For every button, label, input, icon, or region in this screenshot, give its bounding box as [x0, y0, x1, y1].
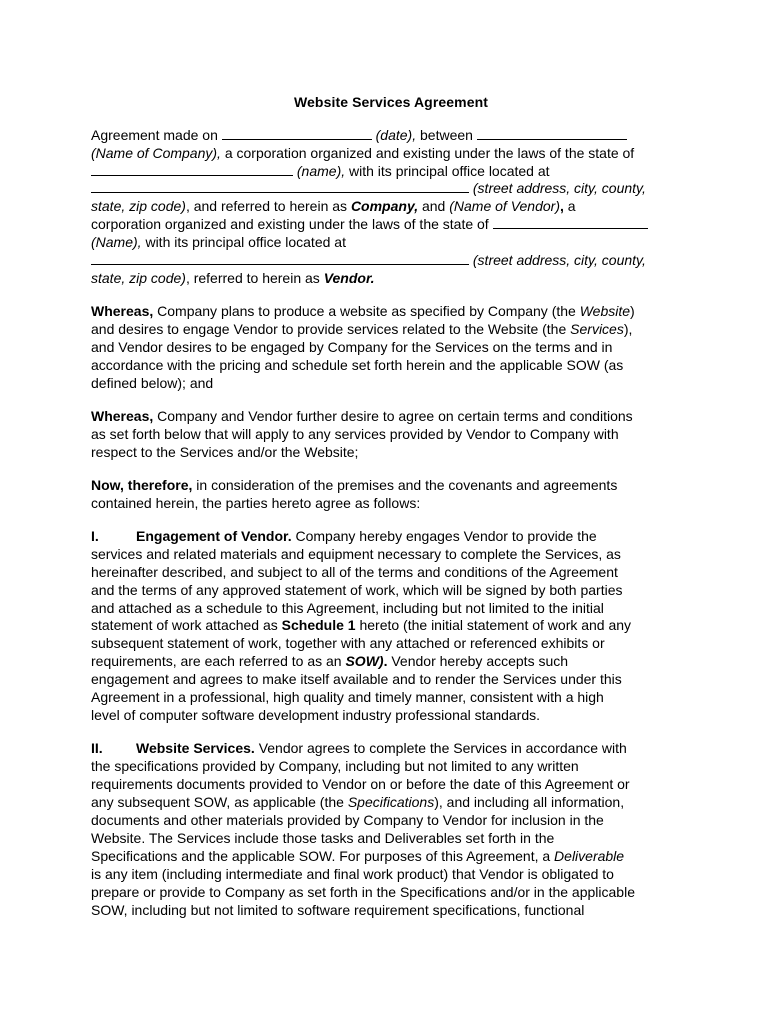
section2-line-5: documents and other materials provided by Company to Vendor for inclusion in the	[91, 812, 604, 828]
whereas1-line-4: accordance with the pricing and schedule set forth herein and the applicable SOW (as	[91, 357, 624, 373]
intro-line-4: (street address, city, county,	[91, 180, 646, 197]
whereas1-line-3: and Vendor desires to be engaged by Company for the Services on the terms and in	[91, 339, 613, 355]
section1-line-9: engagement and agrees to make itself available and to render the Services under this	[91, 671, 622, 687]
section2-line-4: any subsequent SOW, as applicable (the Specifications), and including all information,	[91, 794, 625, 810]
section1-line-3: hereinafter described, and subject to all of the terms and conditions of the Agreement	[91, 564, 618, 580]
section2-heading: Website Services.	[136, 740, 255, 756]
intro-line-9: state, zip code), referred to herein as Vendor.	[91, 270, 375, 286]
section1-line-1: I. Engagement of Vendor. Company hereby engages Vendor to provide the	[91, 528, 597, 544]
whereas2-line-3: respect to the Services and/or the Website;	[91, 444, 359, 460]
section1-heading: Engagement of Vendor.	[136, 528, 292, 544]
section1-line-2: services and related materials and equipment necessary to complete the Services, as	[91, 546, 621, 562]
intro-line-6: corporation organized and existing under the laws of the state of	[91, 216, 648, 233]
therefore-line-2: contained herein, the parties hereto agree as follows:	[91, 495, 421, 511]
date-blank[interactable]	[222, 128, 372, 140]
section1-line-10: Agreement in a professional, high quality and timely manner, consistent with a high	[91, 689, 604, 705]
vendor-address-blank[interactable]	[91, 253, 469, 265]
section2-line-3: requirements documents provided to Vendor on or before the date of this Agreement or	[91, 776, 630, 792]
section2-line-6: Website. The Services include those tasks and Deliverables set forth in the	[91, 830, 555, 846]
therefore-line-1: Now, therefore, in consideration of the premises and the covenants and agreements	[91, 477, 618, 493]
whereas1-line-5: defined below); and	[91, 375, 214, 391]
company-name-blank[interactable]	[477, 128, 627, 140]
document-title: Website Services Agreement	[293, 94, 489, 110]
section2-line-2: the specifications provided by Company, including but not limited to any written	[91, 758, 579, 774]
section1-number: I.	[91, 528, 99, 544]
section1-line-11: level of computer software development industry professional standards.	[91, 707, 541, 723]
intro-line-7: (Name), with its principal office located at	[91, 234, 346, 250]
section1-line-7: subsequent statement of work, together with any attached or referenced exhibits or	[91, 635, 605, 651]
intro-line-3: (name), with its principal office located at	[91, 163, 550, 180]
whereas1-line-2: and desires to engage Vendor to provide services related to the Website (the Services),	[91, 321, 633, 337]
section2-line-1: II. Website Services. Vendor agrees to complete the Services in accordance with	[91, 740, 627, 756]
section2-line-8: is any item (including intermediate and final work product) that Vendor is obligated to	[91, 866, 614, 882]
intro-line-1: Agreement made on (date), between	[91, 127, 627, 144]
section2-number: II.	[91, 740, 103, 756]
section1-line-5: and attached as a schedule to this Agreement, including but not limited to the initial	[91, 600, 604, 616]
whereas1-line-1: Whereas, Company plans to produce a website as specified by Company (the Website)	[91, 303, 635, 319]
intro-line-2: (Name of Company), a corporation organized and existing under the laws of the state of	[91, 145, 635, 161]
company-state-blank[interactable]	[91, 164, 293, 176]
vendor-state-blank[interactable]	[493, 217, 648, 229]
company-address-blank[interactable]	[91, 181, 469, 193]
intro-line-5: state, zip code), and referred to herein as Company, and (Name of Vendor), a	[91, 198, 576, 214]
section2-line-7: Specifications and the applicable SOW. For purposes of this Agreement, a Deliverable	[91, 848, 625, 864]
whereas2-line-1: Whereas, Company and Vendor further desire to agree on certain terms and conditions	[91, 408, 633, 424]
section2-line-9: prepare or provide to Company as set forth in the Specifications and/or in the applicable	[91, 884, 635, 900]
intro-line-8: (street address, city, county,	[91, 252, 646, 269]
section1-line-8: requirements, are each referred to as an SOW). Vendor hereby accepts such	[91, 653, 569, 669]
section2-line-10: SOW, including but not limited to software requirement specifications, functional	[91, 902, 585, 918]
section1-line-4: and the terms of any approved statement of work, which will be signed by both parties	[91, 582, 623, 598]
section1-line-6: statement of work attached as Schedule 1 hereto (the initial statement of work and any	[91, 617, 632, 633]
whereas2-line-2: as set forth below that will apply to any services provided by Vendor to Company with	[91, 426, 619, 442]
